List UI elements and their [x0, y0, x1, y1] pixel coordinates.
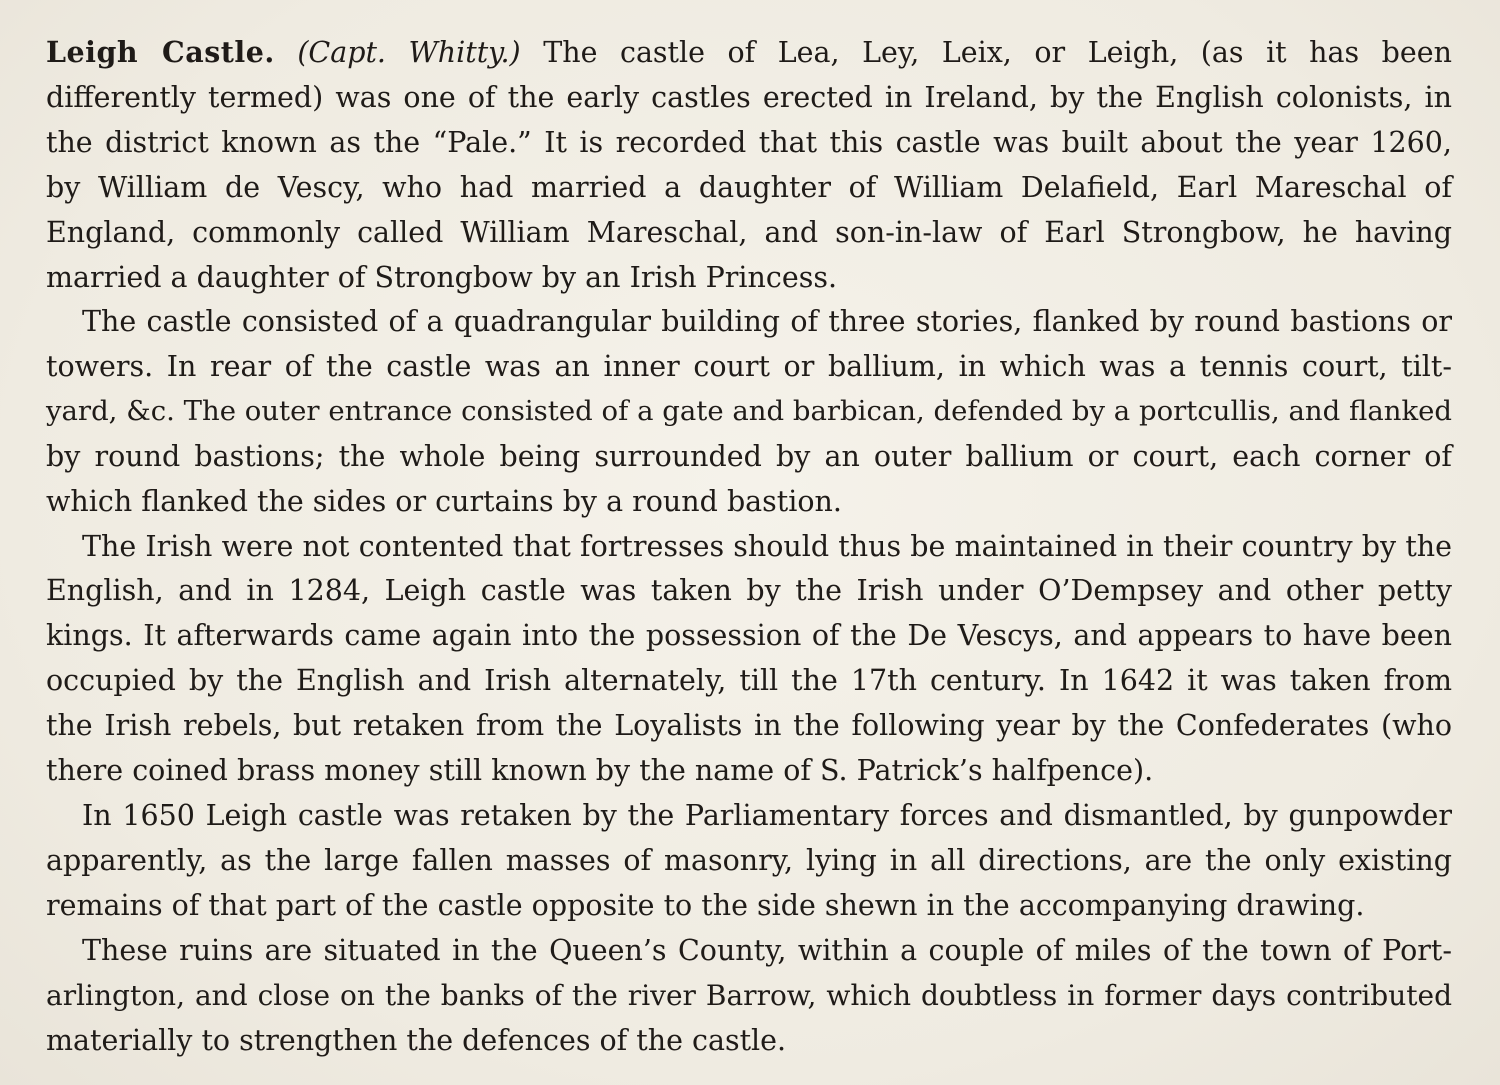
paragraph-2-line-4: by round bastions; the whole being surrounded by an outer ballium or court, each corner of	[46, 440, 1452, 473]
paragraph-1-line-3: the district known as the “Pale.” It is recorded that this castle was built about the year 1260,	[46, 126, 1452, 159]
paragraph-3-line-4: occupied by the English and Irish alternately, till the 17th century. In 1642 it was taken from	[46, 664, 1452, 697]
paragraph-2-line-5: which flanked the sides or curtains by a round bastion.	[46, 485, 842, 518]
paragraph-1-line-5: England, commonly called William Mareschal, and son-in-law of Earl Strongbow, he having	[46, 216, 1452, 249]
paragraph-3-line-6: there coined brass money still known by the name of S. Patrick’s halfpence).	[46, 754, 1154, 787]
paragraph-4-line-3: remains of that part of the castle opposite to the side shewn in the accompanying drawing.	[46, 889, 1365, 922]
paragraph-5-line-3: materially to strengthen the defences of the castle.	[46, 1024, 787, 1057]
paragraph-4-line-1: In 1650 Leigh castle was retaken by the Parliamentary forces and dismantled, by gunpowder	[82, 799, 1452, 832]
paragraph-3-line-1: The Irish were not contented that fortresses should thus be maintained in their country by the	[82, 530, 1452, 563]
article-heading: Leigh Castle.	[46, 35, 275, 69]
paragraph-5-line-2: arlington, and close on the banks of the river Barrow, which doubtless in former days contributed	[46, 979, 1452, 1012]
paragraph-3-line-2: English, and in 1284, Leigh castle was taken by the Irish under O’Dempsey and other petty	[46, 574, 1452, 607]
paragraph-2-line-1: The castle consisted of a quadrangular building of three stories, flanked by round bastions or	[82, 305, 1452, 338]
paragraph-1-text: The castle of Lea, Ley, Leix, or Leigh, (as it has been	[543, 36, 1452, 69]
paragraph-1-line-1	[46, 30, 1452, 75]
paragraph-2-line-2: towers. In rear of the castle was an inner court or ballium, in which was a tennis court, tilt-	[46, 350, 1452, 383]
paragraph-3-line-3: kings. It afterwards came again into the possession of the De Vescys, and appears to have been	[46, 619, 1452, 652]
paragraph-1-line-6: married a daughter of Strongbow by an Irish Princess.	[46, 261, 838, 294]
paragraph-4-line-2: apparently, as the large fallen masses of masonry, lying in all directions, are the only existing	[46, 844, 1452, 877]
article-owner: (Capt. Whitty.)	[297, 36, 521, 69]
paragraph-1-line-4: by William de Vescy, who had married a daughter of William Delafield, Earl Mareschal of	[46, 171, 1452, 204]
paragraph-2-line-3: yard, &c. The outer entrance consisted of a gate and barbican, defended by a portcullis, and flanked	[46, 395, 1452, 427]
paragraph-5-line-1: These ruins are situated in the Queen’s County, within a couple of miles of the town of Port-	[82, 934, 1452, 967]
paragraph-3-line-5: the Irish rebels, but retaken from the Loyalists in the following year by the Confederates (who	[46, 709, 1452, 742]
paragraph-1-line-2: differently termed) was one of the early castles erected in Ireland, by the English colonists, in	[46, 81, 1452, 114]
